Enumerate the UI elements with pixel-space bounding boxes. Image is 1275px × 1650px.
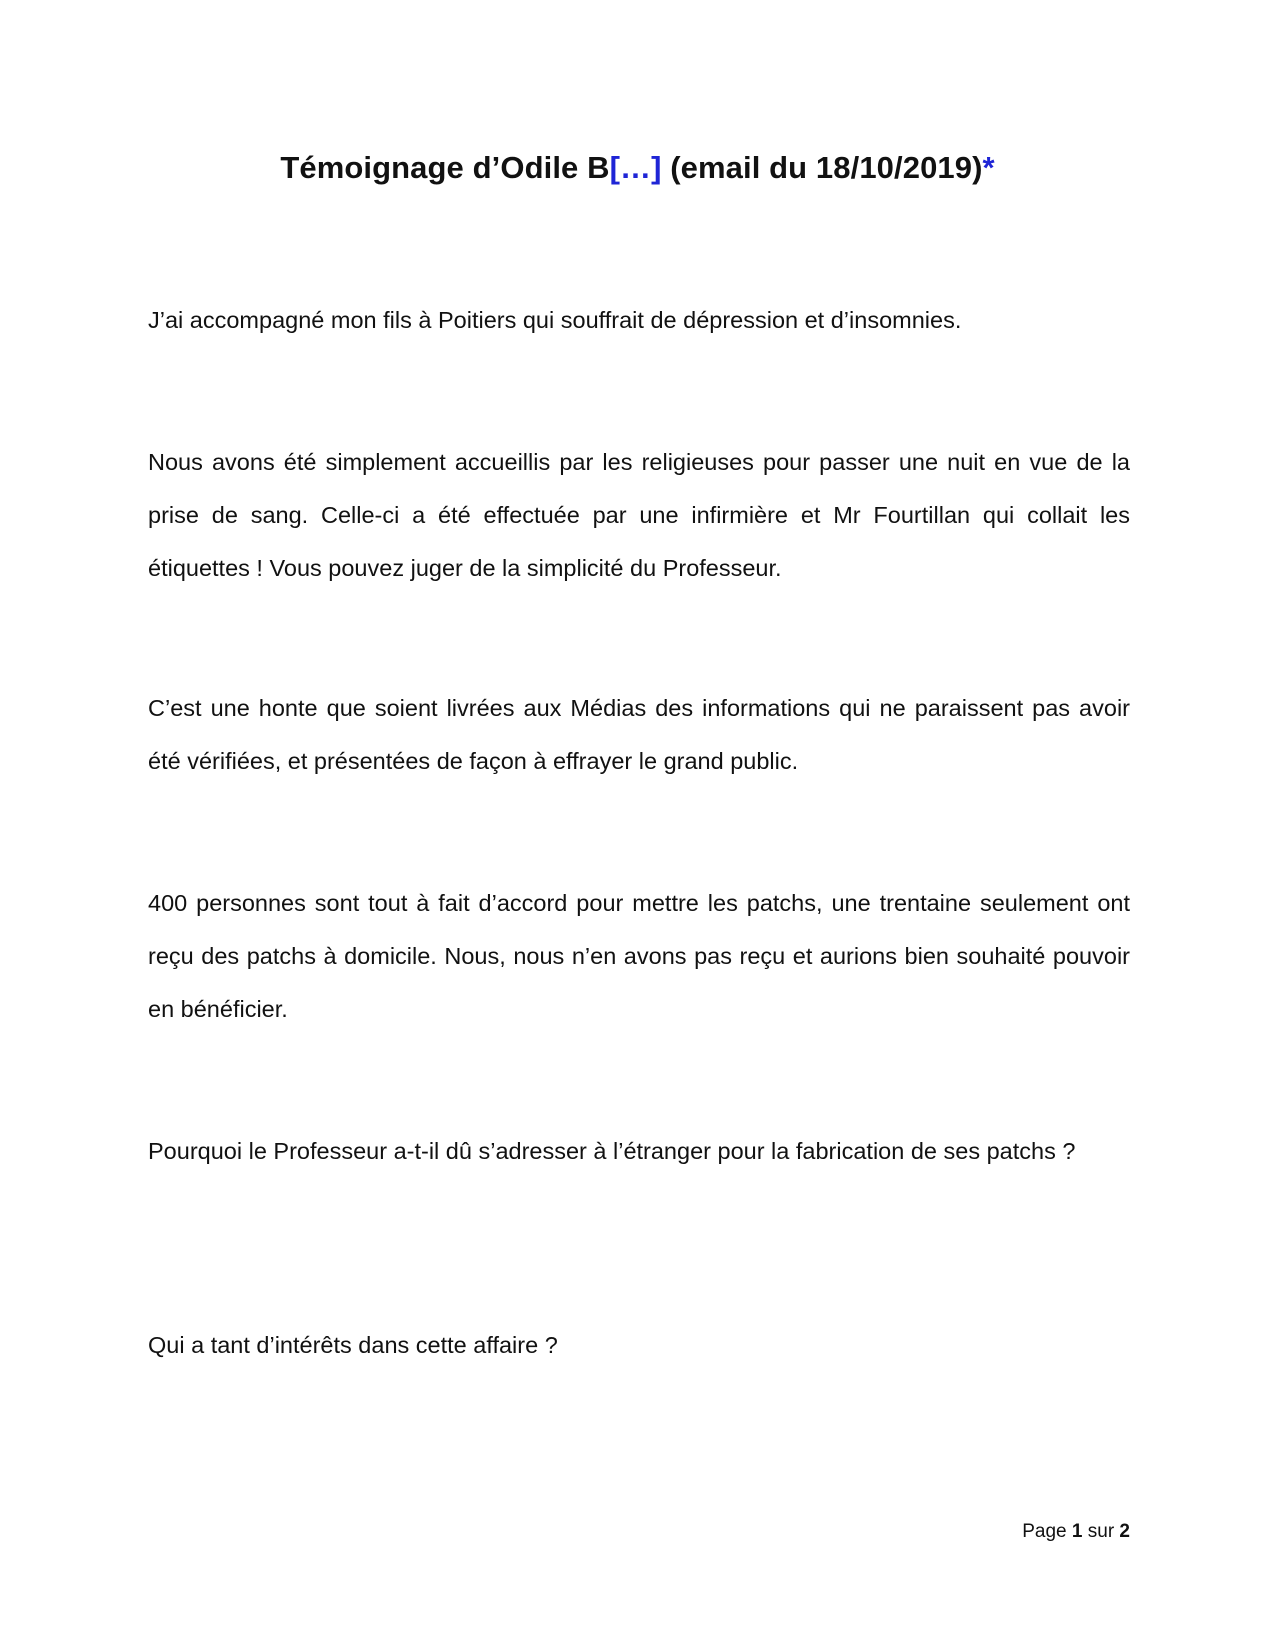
paragraph-2: Nous avons été simplement accueillis par les religieuses pour passer une nuit en vue de la prise de sang. Celle-ci a été effectuée par une infirmière et Mr Fourtillan qui collait les étiquettes ! Vous pouvez juger de la simplicité du Professeur. [148,449,1130,581]
paragraph-4: 400 personnes sont tout à fait d’accord pour mettre les patchs, une trentaine seulement ont reçu des patchs à domicile. Nous, nous n’en avons pas reçu et aurions bien souhaité pouvoir en bénéficier. [148,890,1130,1022]
title-text: Témoignage d’Odile B [280,150,610,185]
footer-middle: sur [1082,1521,1120,1542]
footer-total-pages: 2 [1119,1521,1130,1542]
title-email-date: (email du 18/10/2019) [661,150,983,185]
paragraph-3: C’est une honte que soient livrées aux Médias des informations qui ne paraissent pas avoir été vérifiées, et présentées de façon à effrayer le grand public. [148,695,1130,774]
document-title [0,150,1275,186]
footer-prefix: Page [1022,1521,1072,1542]
title-asterisk: * [982,150,995,185]
paragraph-6: Qui a tant d’intérêts dans cette affaire ? [148,1332,558,1358]
title-redaction-marker: […] [609,150,662,185]
paragraph-1: J’ai accompagné mon fils à Poitiers qui souffrait de dépression et d’insomnies. [148,307,962,333]
paragraph-5: Pourquoi le Professeur a-t-il dû s’adresser à l’étranger pour la fabrication de ses patchs ? [148,1138,1076,1164]
page-number-footer [1022,1521,1130,1543]
footer-current-page: 1 [1071,1521,1083,1542]
